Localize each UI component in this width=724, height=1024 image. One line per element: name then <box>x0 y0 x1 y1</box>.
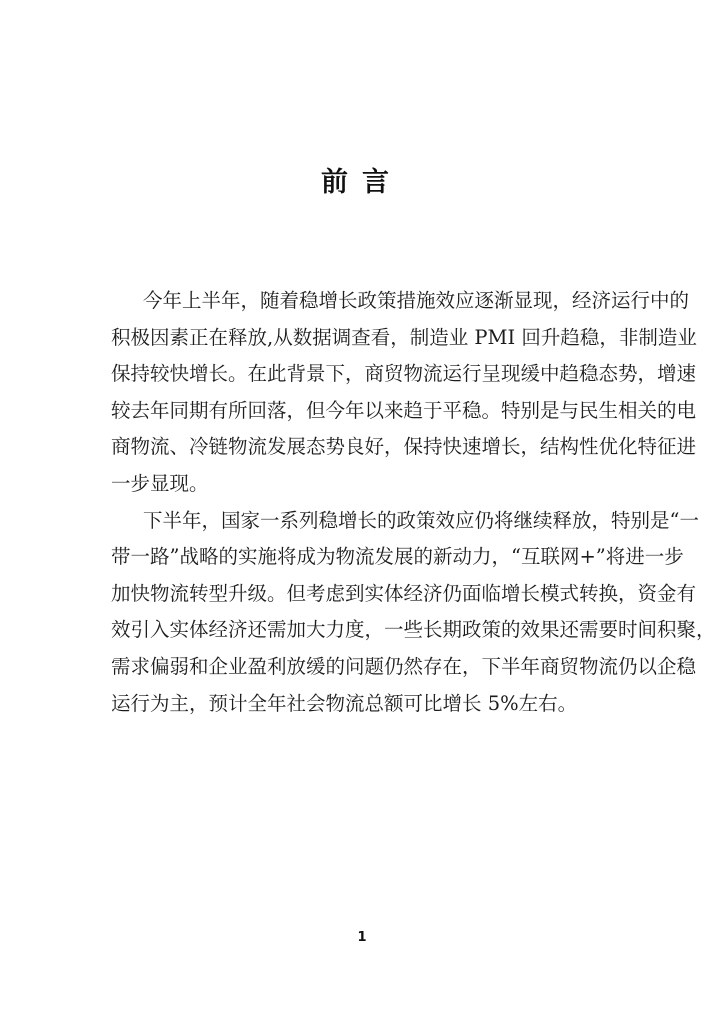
text-line: 带一路”战略的实施将成为物流发展的新动力，“互联网+”将进一步 <box>111 545 684 569</box>
text-line: 加快物流转型升级。但考虑到实体经济仍面临增长模式转换，资金有 <box>111 581 697 605</box>
text-line: 运行为主，预计全年社会物流总额可比增长 5%左右。 <box>111 691 578 715</box>
page-number: 1 <box>357 930 367 945</box>
text-line: 今年上半年，随着稳增长政策措施效应逐渐显现，经济运行中的 <box>143 289 690 312</box>
text-line: 较去年同期有所回落，但今年以来趋于平稳。特别是与民生相关的电 <box>111 398 697 422</box>
paragraph-1 <box>111 283 697 503</box>
document-body <box>111 283 716 722</box>
text-line: 下半年，国家一系列稳增长的政策效应仍将继续释放，特别是“一 <box>143 508 699 532</box>
text-line: 效引入实体经济还需加大力度，一些长期政策的效果还需要时间积聚， <box>111 618 716 642</box>
page-title: 前言 <box>321 167 403 198</box>
paragraph-2 <box>111 503 716 723</box>
text-line: 一步显现。 <box>111 471 209 495</box>
text-line: 需求偏弱和企业盈利放缓的问题仍然存在，下半年商贸物流仍以企稳 <box>111 654 697 678</box>
text-line: 积极因素正在释放,从数据调查看，制造业 PMI 回升趋稳，非制造业 <box>111 325 697 349</box>
text-line: 商物流、冷链物流发展态势良好，保持快速增长，结构性优化特征进 <box>111 435 697 459</box>
text-line: 保持较快增长。在此背景下，商贸物流运行呈现缓中趋稳态势，增速 <box>111 362 697 386</box>
